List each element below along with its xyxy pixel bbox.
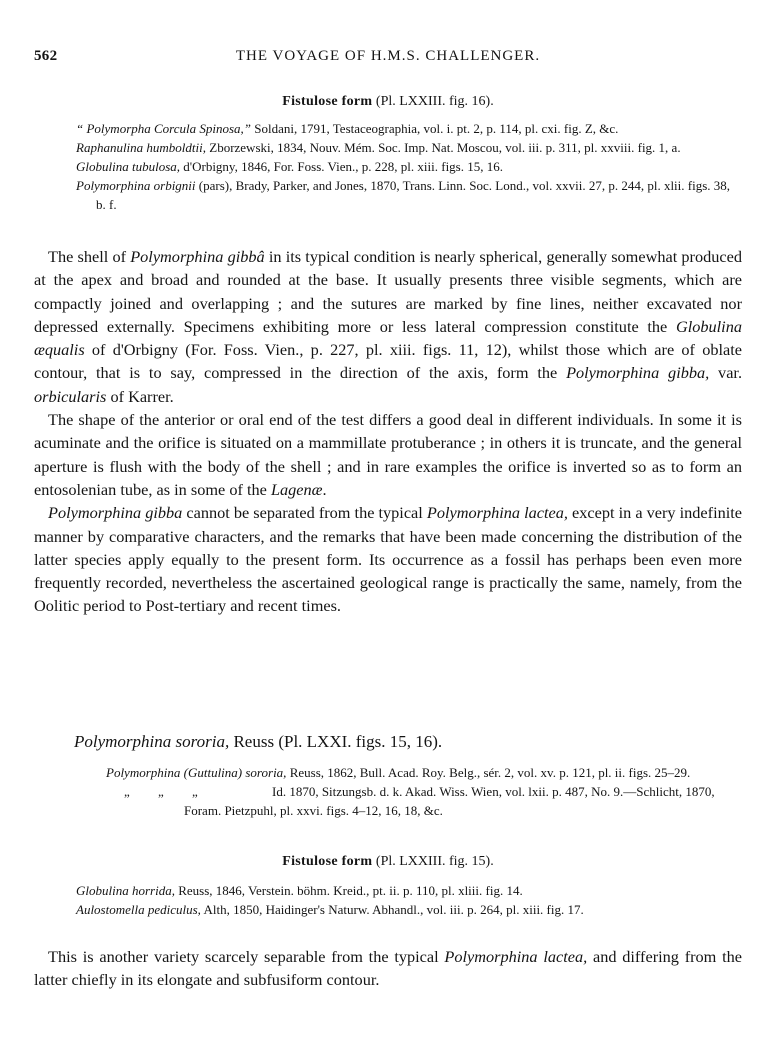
paragraph bbox=[34, 245, 742, 408]
page-header bbox=[34, 48, 742, 70]
text-run: The shape of the anterior or oral end of the test differs a good deal in different individuals. In some it is acuminate and the orifice is situated on a mammillate protuberance ; in others it is truncate, and the general aperture is flush with the body of the shell ; and in rare examples the orifice is inverted so as to form an entosolenian tube, as in some of the bbox=[34, 410, 742, 499]
subheading-label: Fistulose form bbox=[282, 854, 373, 869]
taxon-name: Polymorphina lactea, bbox=[444, 947, 588, 966]
synonym-ref: Reuss, 1862, Bull. Acad. Roy. Belg., sér. 2, vol. xv. p. 121, pl. ii. figs. 25–29. bbox=[286, 765, 691, 780]
synonym-ref: d'Orbigny, 1846, For. Foss. Vien., p. 228, pl. xiii. figs. 15, 16. bbox=[180, 159, 503, 174]
synonym-ref: Zborzewski, 1834, Nouv. Mém. Soc. Imp. Nat. Moscou, vol. iii. p. 311, pl. xxviii. fig. 1, a. bbox=[206, 140, 681, 155]
synonym-entry bbox=[34, 157, 742, 176]
taxon-name: Polymorphina gibbâ bbox=[130, 247, 265, 266]
synonym-name: Polymorphina (Guttulina) sororia, bbox=[106, 765, 287, 780]
species-author: Reuss (Pl. LXXI. figs. 15, 16). bbox=[229, 732, 443, 751]
synonym-ref: (pars), Brady, Parker, and Jones, 1870, Trans. Linn. Soc. Lond., vol. xxvii. 27, p. 244, pl. xlii. figs. 38, b. f. bbox=[96, 178, 731, 212]
synonym-entry bbox=[34, 881, 742, 900]
species-name: Polymorphina sororia, bbox=[74, 732, 230, 751]
page-number: 562 bbox=[34, 48, 58, 64]
running-title: THE VOYAGE OF H.M.S. CHALLENGER. bbox=[235, 48, 541, 64]
text-run: in its typical condition is nearly spherical, generally somewhat produced at the apex and broad and rounded at the base. It usually presents three visible segments, which are compactly joined and overlapping ; and the sutures are marked by fine lines, neither excavated nor depressed externally. Specimens exhibiting more or less lateral compression constitute the bbox=[34, 247, 742, 336]
text-run: cannot be separated from the typical bbox=[182, 503, 427, 523]
taxon-name: orbicularis bbox=[34, 386, 107, 406]
paragraph bbox=[34, 501, 742, 617]
text-run: The shell of bbox=[48, 247, 131, 266]
synonymy-list bbox=[34, 763, 742, 820]
synonym-name: Aulostomella pediculus, bbox=[76, 902, 201, 917]
taxon-name: Polymorphina lactea, bbox=[426, 503, 568, 523]
synonym-ref: Alth, 1850, Haidinger's Naturw. Abhandl., vol. iii. p. 264, pl. xiii. fig. 17. bbox=[200, 902, 584, 917]
text-run: and differing from the latter chiefly in its elongate and subfusiform contour. bbox=[34, 947, 743, 990]
synonym-name: Globulina horrida, bbox=[76, 883, 175, 898]
synonym-entry bbox=[34, 119, 742, 138]
taxon-name: Polymorphina gibba, bbox=[566, 363, 710, 383]
text-run: This is another variety scarcely separable from the typical bbox=[48, 947, 445, 966]
section-subheading bbox=[34, 94, 742, 110]
synonym-ref: Id. 1870, Sitzungsb. d. k. Akad. Wiss. Wien, vol. lxii. p. 487, No. 9.—Schlicht, 1870, Foram. Pietzpuhl, pl. xxvi. figs. 4–12, 16, 18, &c. bbox=[184, 784, 715, 818]
taxon-name: Globulina æqualis bbox=[34, 316, 742, 360]
synonym-ref: Soldani, 1791, Testaceographia, vol. i. pt. 2, p. 114, pl. cxi. fig. Z, &c. bbox=[251, 121, 619, 136]
synonym-name: “ Polymorpha Corcula Spinosa,” bbox=[76, 121, 252, 136]
taxon-name: Polymorphina gibba bbox=[48, 503, 183, 523]
text-run: of Karrer. bbox=[106, 386, 174, 406]
species-heading bbox=[74, 732, 442, 752]
synonym-entry bbox=[34, 900, 742, 919]
body-text bbox=[34, 245, 742, 618]
subheading-label: Fistulose form bbox=[282, 94, 373, 109]
synonym-ref: Reuss, 1846, Verstein. böhm. Kreid., pt. ii. p. 110, pl. xliii. fig. 14. bbox=[174, 883, 523, 898]
paragraph bbox=[34, 945, 742, 992]
synonym-entry bbox=[34, 138, 742, 157]
text-run: . bbox=[322, 479, 327, 499]
text-run: of d'Orbigny (For. Foss. Vien., p. 227, pl. xiii. figs. 11, 12), whilst those which are of oblate contour, that is to say, compressed in the direction of the axis, form the bbox=[34, 340, 742, 383]
synonym-entry bbox=[34, 782, 742, 820]
subheading-ref: (Pl. LXXIII. fig. 16). bbox=[372, 94, 494, 109]
body-text bbox=[34, 945, 742, 992]
synonym-name: Globulina tubulosa, bbox=[76, 159, 181, 174]
ditto-mark: „ bbox=[158, 784, 164, 799]
text-run: var. bbox=[709, 363, 743, 383]
paragraph bbox=[34, 408, 742, 501]
ditto-mark: „ bbox=[192, 784, 198, 799]
section-subheading bbox=[34, 854, 742, 870]
text-run: except in a very indefinite manner by comparative characters, and the remarks that have been made concerning the distribution of the latter species apply equally to the present form. Its occurrence as a fossil has perhaps been even more frequently recorded, nevertheless the ascertained geological range is practically the same, namely, from the Oolitic period to Post-tertiary and recent times. bbox=[34, 503, 743, 616]
synonym-name: Polymorphina orbignii bbox=[76, 178, 196, 193]
subheading-ref: (Pl. LXXIII. fig. 15). bbox=[372, 854, 494, 869]
synonymy-list bbox=[34, 881, 742, 919]
synonymy-list bbox=[34, 119, 742, 214]
synonym-entry bbox=[34, 176, 742, 214]
taxon-name: Lagenæ bbox=[270, 479, 323, 499]
synonym-name: Raphanulina humboldtii, bbox=[76, 140, 206, 155]
synonym-entry bbox=[34, 763, 742, 782]
ditto-mark: „ bbox=[124, 784, 130, 799]
